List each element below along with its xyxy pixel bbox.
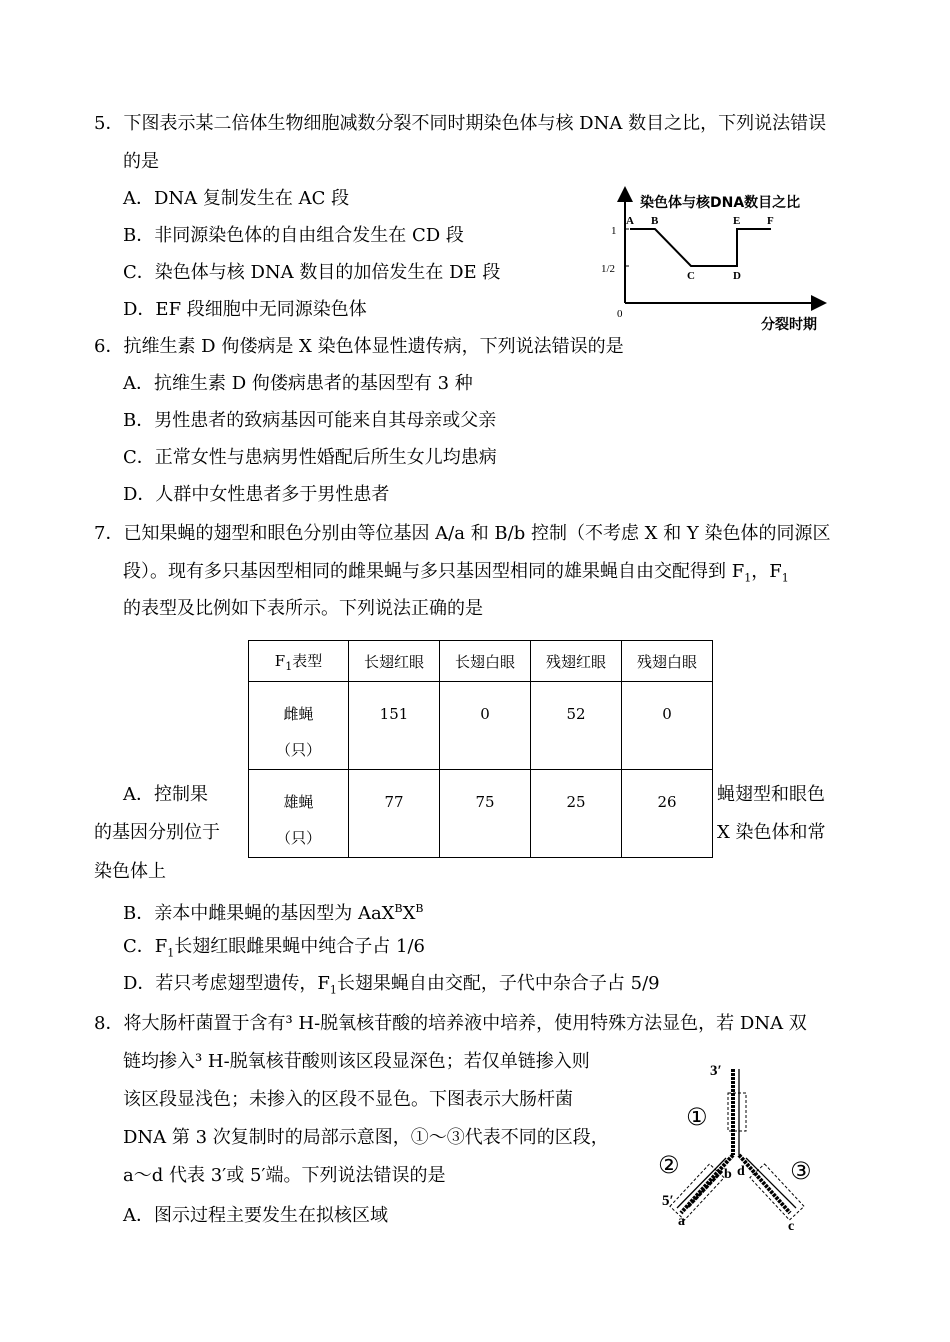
table-cell: 52	[531, 682, 622, 770]
chart-point-label-c: C	[687, 270, 695, 282]
end-label-b: b	[724, 1167, 732, 1182]
q6-option-c: C．正常女性与患病男性婚配后所生女儿均患病	[123, 447, 497, 468]
q7-option-b: B．亲本中雌果蝇的基因型为 $AaX^BX^B$	[123, 902, 424, 924]
table-cell: 26	[622, 770, 713, 858]
end-label-a: a	[678, 1214, 685, 1229]
q6-option-b: B．男性患者的致病基因可能来自其母亲或父亲	[123, 410, 497, 431]
chart-point-label-e: E	[733, 215, 741, 227]
region-3-label: ③	[790, 1157, 812, 1185]
chart-origin: 0	[617, 308, 623, 320]
q7-stem-line1: 7．已知果蝇的翅型和眼色分别由等位基因 A/a 和 B/b 控制（不考虑 X 和 Y 染色体的同源区	[94, 523, 831, 544]
region-1-label: ①	[686, 1103, 708, 1131]
right-arm-light	[746, 1158, 796, 1208]
table-cell: 77	[349, 770, 440, 858]
chart-point-label-d: D	[733, 270, 741, 282]
table-cell: 25	[531, 770, 622, 858]
q7-option-c: C．$F_1$长翅红眼雌果蝇中纯合子占 1/6	[123, 936, 425, 960]
region-1-box	[728, 1093, 746, 1131]
q5-stem-line1: 5．下图表示某二倍体生物细胞减数分裂不同时期染色体与核 DNA 数目之比，下列说法错误	[94, 113, 827, 134]
table-header-cell: 残翅白眼	[622, 641, 713, 682]
q7-stem-line3: 的表型及比例如下表所示。下列说法正确的是	[123, 598, 483, 619]
end-label-c: c	[788, 1219, 795, 1234]
q7-option-a-right: 蝇翅型和眼色	[717, 784, 825, 805]
q6-option-a: A．抗维生素 D 佝偻病患者的基因型有 3 种	[123, 373, 473, 394]
chart-xlabel: 分裂时期	[761, 317, 817, 333]
q5-option-d: D．EF 段细胞中无同源染色体	[123, 299, 367, 320]
region-2-label: ②	[658, 1151, 680, 1179]
q6-stem: 6．抗维生素 D 佝偻病是 X 染色体显性遗传病，下列说法错误的是	[94, 336, 624, 357]
table-header-cell: 残翅红眼	[531, 641, 622, 682]
chart-series-line	[630, 229, 771, 266]
chart-ytick-1: 1	[611, 225, 617, 237]
table-header-row	[249, 641, 713, 682]
q5-option-c: C．染色体与核 DNA 数目的加倍发生在 DE 段	[123, 262, 501, 283]
replication-fork-diagram	[648, 1055, 812, 1235]
q5-stem-line2: 的是	[123, 151, 159, 172]
chart-point-label-a: A	[626, 215, 634, 227]
table-cell: 75	[440, 770, 531, 858]
q8-stem-line1: 8．将大肠杆菌置于含有³ H-脱氧核苷酸的培养液中培养，使用特殊方法显色，若 DNA 双	[94, 1013, 807, 1034]
table-row-label: 雄蝇 （只）	[249, 770, 349, 858]
chart-point-label-f: F	[767, 215, 774, 227]
table-cell: 0	[440, 682, 531, 770]
q8-stem-line3: 该区段显浅色；未掺入的区段不显色。下图表示大肠杆菌	[123, 1089, 573, 1110]
label-5prime: 5′	[662, 1193, 674, 1209]
table-cell: 0	[622, 682, 713, 770]
q5-chart	[595, 185, 845, 340]
chart-title: 染色体与核DNA数目之比	[640, 195, 801, 211]
q7-option-a-line2-right: X 染色体和常	[717, 822, 826, 843]
table-cell: 151	[349, 682, 440, 770]
chart-ytick-half: 1/2	[601, 263, 616, 275]
table-header-cell: 长翅白眼	[440, 641, 531, 682]
table-row	[249, 770, 713, 858]
end-label-d: d	[737, 1164, 745, 1179]
q7-option-a-line2-left: 的基因分别位于	[94, 822, 220, 843]
label-3prime: 3′	[710, 1063, 722, 1079]
q8-stem-line5: a～d 代表 3′或 5′端。下列说法错误的是	[123, 1165, 446, 1186]
q7-option-a-line3: 染色体上	[94, 861, 166, 882]
table-row	[249, 682, 713, 770]
q5-option-b: B．非同源染色体的自由组合发生在 CD 段	[123, 225, 464, 246]
chart-point-label-b: B	[651, 215, 659, 227]
q8-option-a: A．图示过程主要发生在拟核区域	[123, 1205, 388, 1226]
q7-table	[248, 640, 713, 858]
q7-stem-line2: 段）。现有多只基因型相同的雌果蝇与多只基因型相同的雄果蝇自由交配得到 $F_1$，$F_1$	[123, 561, 789, 585]
table-header-cell: 长翅红眼	[349, 641, 440, 682]
q8-stem-line4: DNA 第 3 次复制时的局部示意图，①～③代表不同的区段，	[123, 1127, 609, 1148]
q7-option-a-left: A．控制果	[123, 784, 208, 805]
table-header-cell: $F_1$表型	[249, 641, 349, 682]
q5-option-a: A．DNA 复制发生在 AC 段	[123, 188, 350, 209]
q6-option-d: D．人群中女性患者多于男性患者	[123, 484, 390, 505]
table-row-label: 雌蝇 （只）	[249, 682, 349, 770]
q7-option-d: D．若只考虑翅型遗传，$F_1$长翅果蝇自由交配，子代中杂合子占 5/9	[123, 973, 660, 997]
q8-stem-line2: 链均掺入³ H-脱氧核苷酸则该区段显深色；若仅单链掺入则	[123, 1051, 590, 1072]
